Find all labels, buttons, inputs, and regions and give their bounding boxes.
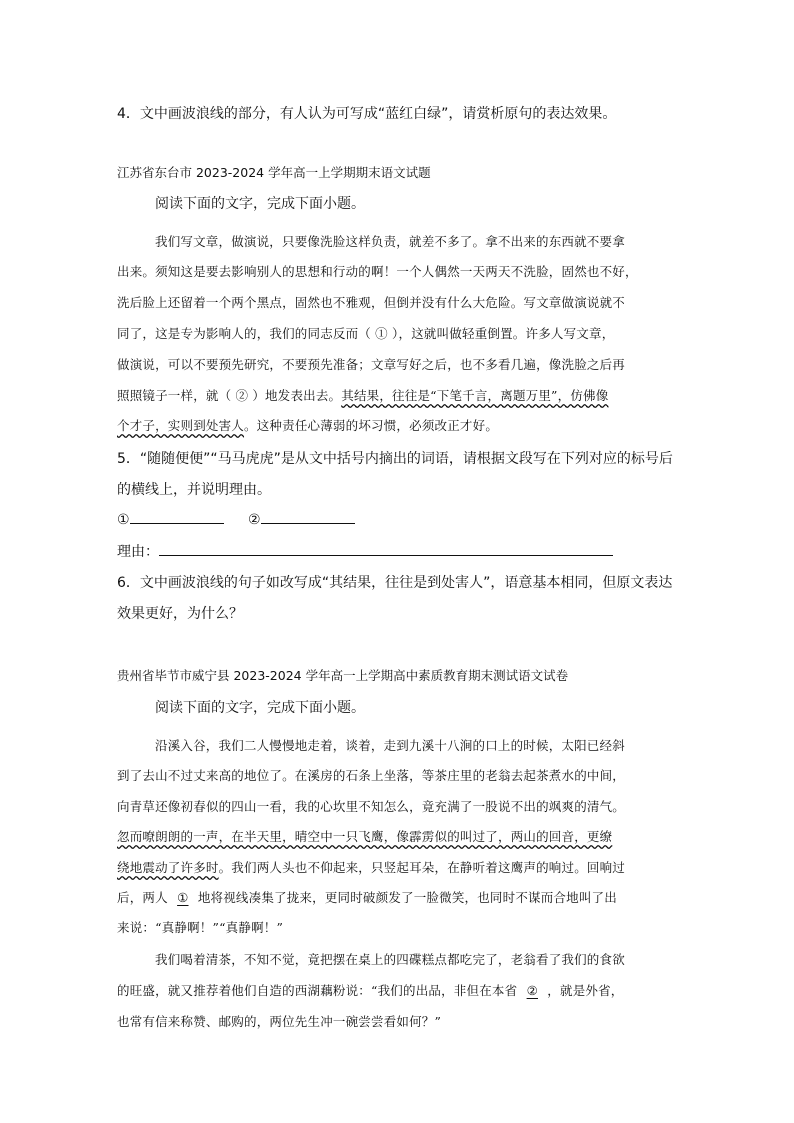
answer-blank-2[interactable] [261, 509, 355, 524]
blank-label-1: ① [117, 512, 130, 528]
passage-2-line [117, 981, 624, 999]
answer-line-1 [117, 509, 224, 528]
passage-1-text: 。这种责任心薄弱的坏习惯，必须改正才好。 [244, 418, 499, 433]
wavy-sentence: 绕地震动了许多时 [117, 860, 219, 875]
section-1-heading: 江苏省东台市 2023-2024 学年高一上学期期末语文试题 [117, 165, 431, 180]
passage-1-line: 做演说，可以不要预先研究，不要预先准备；文章写好之后，也不多看几遍，像洗脸之后再 [117, 357, 626, 372]
answer-line-2 [248, 509, 355, 528]
question-6-line: 6．文中画波浪线的句子如改写成“其结果，往往是到处害人”，语意基本相同，但原文表达 [117, 575, 673, 591]
question-5-line: 的横线上，并说明理由。 [117, 482, 271, 498]
fill-blank-1[interactable]: ① [177, 890, 189, 905]
passage-1-line: 同了，这是专为影响人的，我们的同志反而（ ① ），这就叫做轻重倒置。许多人写文章， [117, 326, 615, 341]
blank-label-2: ② [248, 512, 261, 528]
reason-line [117, 541, 613, 561]
passage-1-line: 洗后脸上还留着一个两个黑点，固然也不雅观，但倒并没有什么大危险。写文章做演说就不 [117, 295, 626, 310]
question-6-line: 效果更好，为什么？ [117, 606, 243, 622]
passage-2-line: 来说：“真静啊！”“真静啊！” [117, 920, 284, 935]
passage-2-wavy-line: 忽而嘹朗朗的一声，在半天里，晴空中一只飞鹰，像霹雳似的叫过了，两山的回音，更缭 [117, 829, 613, 844]
passage-1-line: 我们写文章，做演说，只要像洗脸这样负责，就差不多了。拿不出来的东西就不要拿 [155, 234, 625, 249]
passage-2-line: 我们喝着清茶，不知不觉，竟把摆在桌上的四碟糕点都吃完了，老翁看了我们的食欲 [155, 952, 625, 967]
passage-1-line: 出来。须知这是要去影响别人的思想和行动的啊！一个人偶然一天两天不洗脸，固然也不好， [117, 264, 638, 279]
passage-2-text: 。我们两人头也不仰起来，只竖起耳朵，在静听着这鹰声的响过。回响过 [218, 860, 626, 875]
passage-2-line: 也常有信来称赞、邮购的，两位先生冲一碗尝尝看如何？” [117, 1014, 442, 1029]
passage-2-text: 地将视线凑集了拢来，更同时破颜发了一脸微笑，也同时不谋而合地叫了出 [197, 890, 617, 905]
question-4: 4．文中画波浪线的部分，有人认为可写成“蓝红白绿”，请赏析原句的表达效果。 [117, 106, 617, 122]
section-1-instruction: 阅读下面的文字，完成下面小题。 [155, 196, 365, 212]
passage-1-text: 照照镜子一样，就（ ② ）地发表出去。 [117, 388, 342, 403]
passage-2-line [117, 858, 625, 876]
passage-2-line [117, 888, 617, 906]
answer-blank-1[interactable] [130, 509, 224, 524]
passage-2-text: 后，两人 [117, 890, 168, 905]
wavy-sentence: 个才子，实则到处害人 [117, 418, 245, 433]
question-5-line: 5．“随随便便”“马马虎虎”是从文中括号内摘出的词语，请根据文段写在下列对应的标号后 [117, 451, 673, 467]
passage-1-line [117, 386, 608, 404]
passage-2-text: 的旺盛，就又推荐着他们自造的西湖藕粉说：“我们的出品，非但在本省 [117, 983, 518, 998]
passage-2-line: 向青草还像初春似的四山一看，我的心坎里不知怎么，竟充满了一股说不出的飒爽的清气。 [117, 799, 626, 814]
passage-2-text: ，就是外省， [547, 983, 624, 998]
wavy-sentence: 其结果，往往是“下笔千言，离题万里”，仿佛像 [341, 388, 609, 403]
section-2-heading: 贵州省毕节市威宁县 2023-2024 学年高一上学期高中素质教育期末测试语文试卷 [117, 668, 569, 683]
passage-1-line [117, 416, 498, 434]
section-2-instruction: 阅读下面的文字，完成下面小题。 [155, 700, 365, 716]
reason-label: 理由： [117, 544, 159, 560]
passage-2-line: 沿溪入谷，我们二人慢慢地走着，谈着，走到九溪十八涧的口上的时候，太阳已经斜 [155, 738, 625, 753]
passage-2-line: 到了去山不过丈来高的地位了。在溪房的石条上坐落，等茶庄里的老翁去起茶煮水的中间， [117, 768, 626, 783]
reason-blank[interactable] [159, 541, 613, 556]
fill-blank-2[interactable]: ② [526, 983, 538, 998]
